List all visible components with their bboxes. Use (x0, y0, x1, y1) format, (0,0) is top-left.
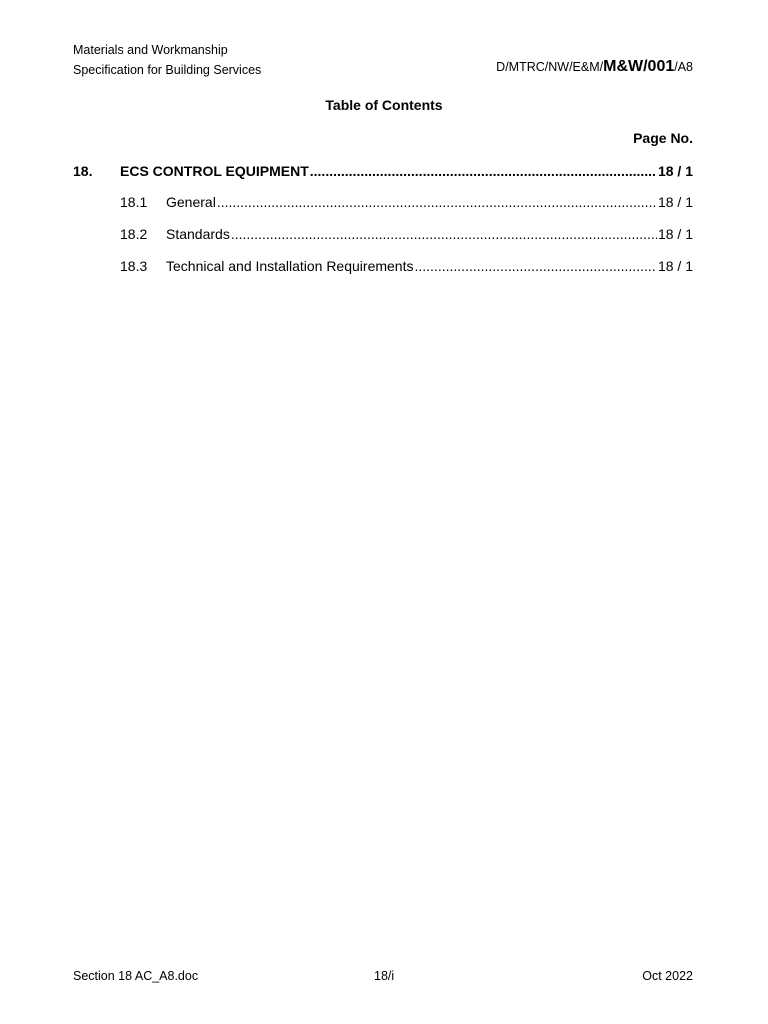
toc-section-page: 18 / 1 (657, 226, 693, 242)
toc-section-entry[interactable] (120, 256, 693, 276)
toc-section-entry[interactable] (120, 224, 693, 244)
toc-section-number: 18.1 (120, 194, 148, 210)
footer-filename: Section 18 AC_A8.doc (73, 969, 199, 983)
toc-dot-leader (231, 224, 657, 244)
document-code-prefix: D/MTRC/NW/E&M/ (496, 60, 604, 74)
toc-chapter-title: ECS CONTROL EQUIPMENT (120, 163, 309, 179)
document-code-main: M&W/001 (603, 58, 675, 75)
document-header-left (73, 40, 261, 80)
toc-chapter-page: 18 / 1 (657, 163, 693, 179)
toc-section-page: 18 / 1 (657, 194, 693, 210)
footer-date: Oct 2022 (642, 969, 693, 983)
toc-section-entry[interactable] (120, 192, 693, 212)
toc-chapter-entry[interactable] (73, 161, 693, 181)
toc-dot-leader (414, 256, 656, 276)
toc-section-title: Technical and Installation Requirements (166, 258, 414, 274)
page-no-label: Page No. (633, 130, 693, 146)
toc-section-number: 18.2 (120, 226, 148, 242)
header-line-1: Materials and Workmanship (73, 43, 228, 57)
toc-section-title: Standards (166, 226, 230, 242)
toc-title: Table of Contents (325, 97, 443, 113)
document-code-suffix: /A8 (674, 60, 693, 74)
document-code (496, 57, 693, 77)
header-line-2: Specification for Building Services (73, 63, 262, 77)
toc-section-title: General (166, 194, 216, 210)
toc-chapter-number: 18. (73, 163, 93, 179)
footer-page-number: 18/i (374, 969, 395, 983)
toc-dot-leader (217, 192, 657, 212)
toc-section-number: 18.3 (120, 258, 148, 274)
toc-section-page: 18 / 1 (657, 258, 693, 274)
toc-dot-leader (310, 161, 657, 181)
